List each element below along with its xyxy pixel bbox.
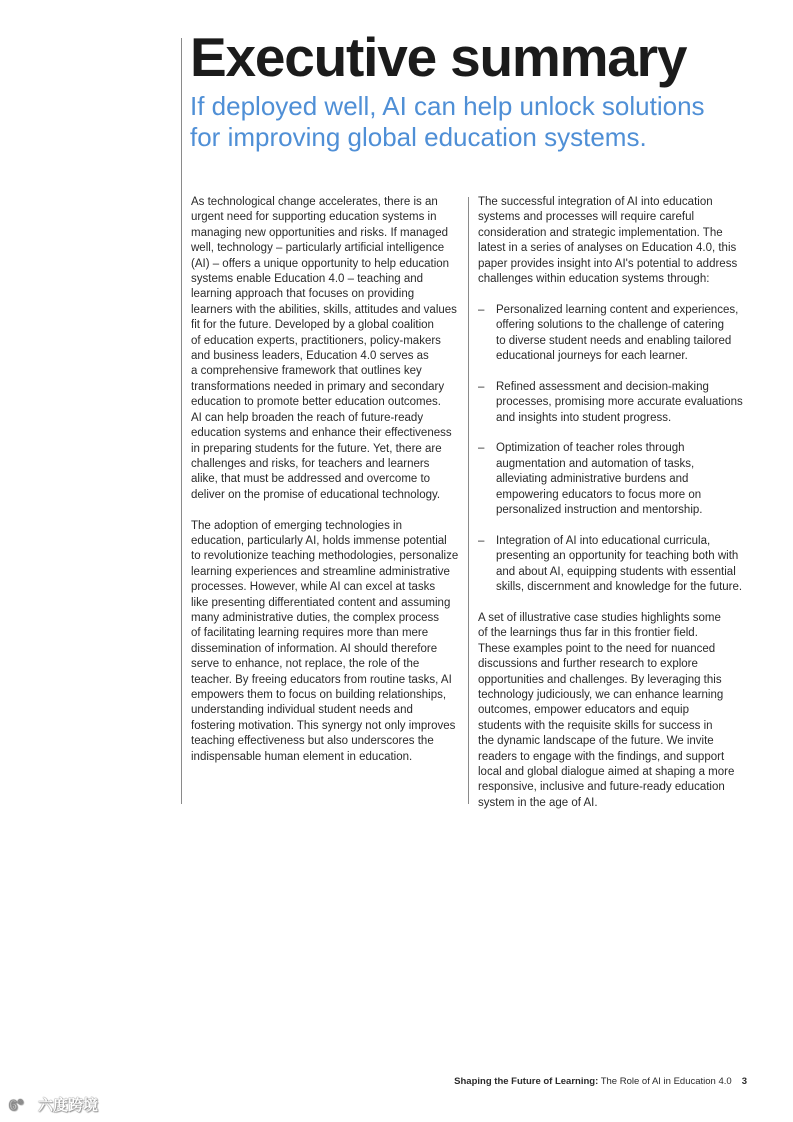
bullet-item [478, 303, 750, 365]
text-line: challenges and risks, for teachers and learners [191, 457, 430, 470]
page-subtitle [190, 91, 750, 153]
text-line: augmentation and automation of tasks, [496, 457, 695, 470]
right-column [478, 195, 750, 827]
bullet-item [478, 534, 750, 596]
text-line: Optimization of teacher roles through [496, 442, 685, 455]
text-line: serve to enhance, not replace, the role of the [191, 658, 420, 671]
text-line: empowers them to focus on building relationships, [191, 688, 447, 701]
text-line: empowering educators to focus more on [496, 488, 702, 501]
text-line: (AI) – offers a unique opportunity to help education [191, 257, 450, 270]
text-line: deliver on the promise of educational technology. [191, 488, 441, 501]
text-line: personalized instruction and mentorship. [496, 504, 703, 517]
text-line: Integration of AI into educational curricula, [496, 534, 711, 547]
text-line: teacher. By freeing educators from routine tasks, AI [191, 673, 452, 686]
text-line: understanding individual student needs and [191, 704, 413, 717]
text-line: As technological change accelerates, there is an [191, 196, 438, 208]
text-line: local and global dialogue aimed at shaping a more [478, 765, 735, 778]
text-line: learning experiences and streamline administrative [191, 565, 450, 578]
text-line: many administrative duties, the complex process [191, 611, 439, 624]
text-line: of education experts, practitioners, policy-makers [191, 334, 441, 347]
text-line: systems enable Education 4.0 – teaching and [191, 273, 424, 286]
text-line: and about AI, equipping students with essential [496, 565, 736, 578]
footer-title-bold: Shaping the Future of Learning: [454, 1076, 599, 1087]
text-line: system in the age of AI. [478, 796, 598, 809]
text-line: latest in a series of analyses on Education 4.0, this [478, 242, 737, 255]
watermark [8, 1094, 98, 1115]
text-line: of facilitating learning requires more than mere [191, 627, 429, 640]
text-line: education, particularly AI, holds immense potential [191, 534, 447, 547]
text-line: The successful integration of AI into education [478, 196, 713, 208]
page-title: Executive summary [190, 26, 687, 88]
text-line: well, technology – particularly artificial intelligence [191, 242, 445, 255]
text-line: learning approach that focuses on providing [191, 288, 415, 301]
dash-marker: – [478, 303, 485, 316]
text-line: indispensable human element in education. [191, 750, 413, 763]
dash-marker: – [478, 442, 485, 455]
bullet-list [478, 303, 750, 596]
page-footer [454, 1076, 747, 1087]
text-line: urgent need for supporting education systems in [191, 211, 437, 224]
subtitle-line: If deployed well, AI can help unlock solutions [190, 91, 705, 121]
text-line: transformations needed in primary and secondary [191, 380, 445, 393]
text-line: processes, promising more accurate evaluations [496, 396, 743, 409]
text-line: managing new opportunities and risks. If managed [191, 226, 448, 239]
text-line: skills, discernment and knowledge for the future. [496, 581, 743, 594]
text-line: systems and processes will require careful [478, 211, 695, 224]
text-line: the dynamic landscape of the future. We invite [478, 735, 714, 748]
bullet-item [478, 441, 750, 518]
bullet-text [496, 380, 750, 426]
text-line: consideration and strategic implementation. The [478, 226, 723, 239]
closing-paragraph [478, 611, 750, 811]
text-line: and business leaders, Education 4.0 serves as [191, 350, 429, 363]
text-line: to revolutionize teaching methodologies, personalize [191, 550, 459, 563]
text-line: readers to engage with the findings, and support [478, 750, 725, 763]
text-line: Personalized learning content and experiences, [496, 303, 739, 316]
watermark-logo-text: 6° [9, 1096, 24, 1114]
text-line: alike, that must be addressed and overcome to [191, 473, 431, 486]
text-line: paper provides insight into AI's potential to address [478, 257, 738, 270]
text-line: of the learnings thus far in this frontier field. [478, 627, 698, 640]
page-number: 3 [741, 1076, 747, 1087]
text-line: education systems and enhance their effectiveness [191, 427, 452, 440]
text-line: and insights into student progress. [496, 411, 672, 424]
text-line: A set of illustrative case studies highlights some [478, 611, 721, 624]
text-line: students with the requisite skills for success in [478, 719, 713, 732]
text-line: AI can help broaden the reach of future-ready [191, 411, 424, 424]
watermark-text: 六度跨境 [38, 1097, 99, 1114]
text-line: These examples point to the need for nuanced [478, 642, 716, 655]
text-line: like presenting differentiated content and assuming [191, 596, 451, 609]
bullet-text [496, 441, 750, 518]
watermark-logo-icon [8, 1095, 34, 1115]
text-line: a comprehensive framework that outlines key [191, 365, 422, 378]
text-line: responsive, inclusive and future-ready education [478, 781, 725, 794]
bullet-text [496, 534, 750, 596]
left-vertical-rule [181, 38, 182, 804]
paragraph [191, 195, 463, 503]
text-line: discussions and further research to explore [478, 658, 698, 671]
dash-marker: – [478, 534, 485, 547]
text-line: offering solutions to the challenge of catering [496, 319, 725, 332]
text-line: Refined assessment and decision-making [496, 380, 709, 393]
text-line: challenges within education systems through: [478, 273, 710, 286]
text-line: teaching effectiveness but also underscores the [191, 735, 434, 748]
text-line: learners with the abilities, skills, attitudes and values [191, 303, 457, 316]
text-line: The adoption of emerging technologies in [191, 519, 402, 532]
dash-marker: – [478, 380, 485, 393]
text-line: technology judiciously, we can enhance learning [478, 688, 724, 701]
intro-paragraph [478, 195, 750, 287]
bullet-text [496, 303, 750, 365]
text-line: alleviating administrative burdens and [496, 473, 689, 486]
paragraph [191, 519, 463, 766]
text-line: to diverse student needs and enabling tailored [496, 334, 732, 347]
text-line: educational journeys for each learner. [496, 350, 688, 363]
text-line: outcomes, empower educators and equip [478, 704, 689, 717]
text-line: opportunities and challenges. By leveraging this [478, 673, 722, 686]
left-column [191, 195, 463, 780]
subtitle-line: for improving global education systems. [190, 122, 647, 152]
column-divider-rule [468, 197, 469, 804]
text-line: presenting an opportunity for teaching both with [496, 550, 739, 563]
text-line: education to promote better education outcomes. [191, 396, 441, 409]
text-line: in preparing students for the future. Yet, there are [191, 442, 442, 455]
bullet-item [478, 380, 750, 426]
footer-title-rest: The Role of AI in Education 4.0 [598, 1076, 732, 1087]
text-line: processes. However, while AI can excel at tasks [191, 581, 436, 594]
text-line: fit for the future. Developed by a global coalition [191, 319, 434, 332]
text-line: dissemination of information. AI should therefore [191, 642, 438, 655]
text-line: fostering motivation. This synergy not only improves [191, 719, 456, 732]
